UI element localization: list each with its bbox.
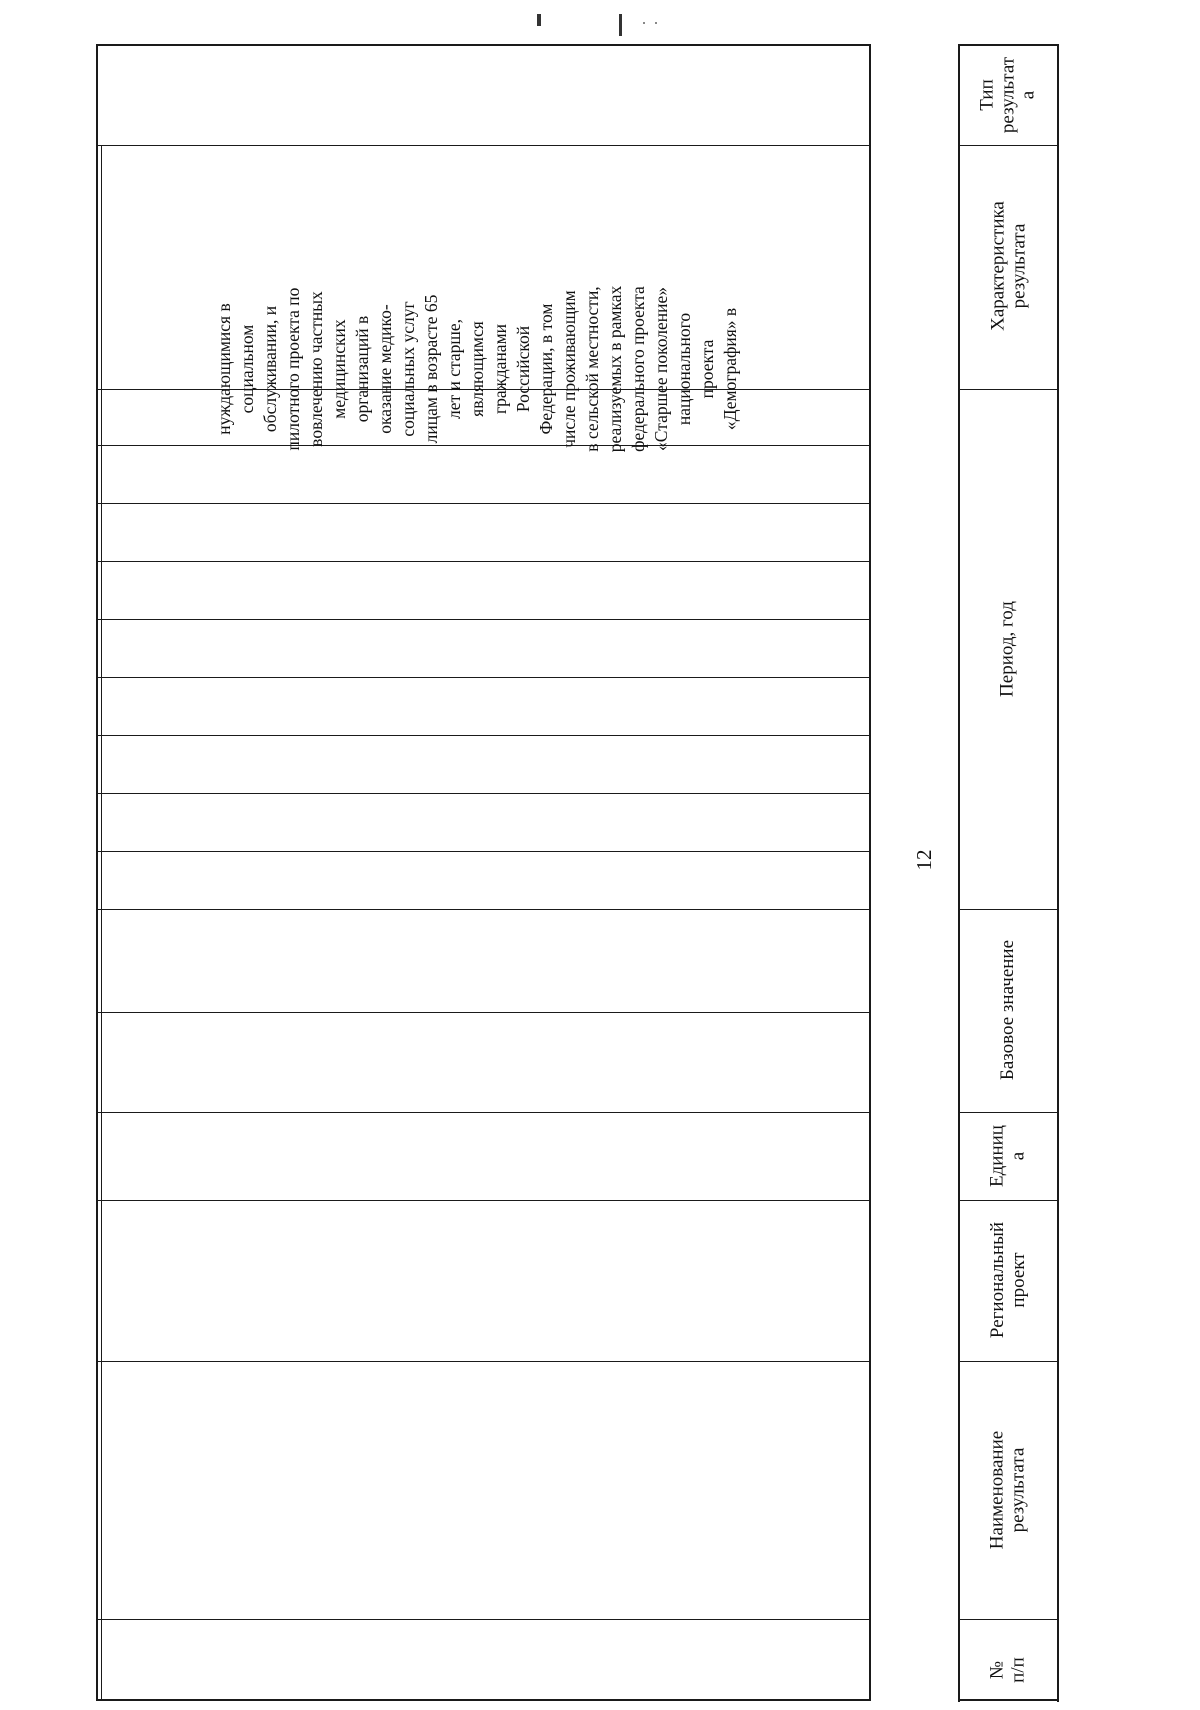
result-description-line: Федерации, в том [536, 303, 556, 435]
result-description-line: Российской [513, 325, 533, 413]
scan-mark [537, 14, 541, 26]
row-divider [96, 793, 871, 794]
header-type-line: Тип [976, 79, 998, 111]
scan-mark [655, 22, 657, 24]
header-regional-line: Региональный [986, 1221, 1008, 1339]
result-description-line: «Старшее поколение» [651, 287, 671, 451]
result-description-line: проекта [697, 339, 717, 399]
table-border [96, 44, 871, 46]
header-regional-project [959, 1200, 1059, 1361]
result-description-text [213, 247, 765, 491]
result-description-line: гражданами [490, 323, 510, 415]
header-type [959, 45, 1059, 146]
table-border [96, 1699, 871, 1701]
result-description-line: социальных услуг [398, 301, 418, 437]
header-type-line: а [1017, 90, 1039, 100]
row-divider [96, 1361, 871, 1362]
result-description-line: «Демография» в [720, 307, 740, 431]
header-base-value-text: Базовое значение [997, 939, 1019, 1081]
header-result-name [958, 1361, 1058, 1619]
table-border [869, 44, 871, 1701]
header-base-value [959, 909, 1059, 1112]
result-description-line: лицам в возрасте 65 [421, 294, 441, 444]
header-num-line: п/п [1007, 1657, 1028, 1683]
scan-mark [619, 14, 622, 36]
row-divider [96, 1619, 871, 1620]
result-description-line: национального [674, 312, 694, 426]
result-description-line: медицинских [329, 319, 349, 419]
result-description-line: обслуживании, и [260, 305, 280, 433]
header-type-line: результат [997, 56, 1019, 134]
header-characteristic-line: результата [1008, 223, 1029, 309]
result-description-line: организаций в [352, 315, 372, 423]
result-description-line: социальном [237, 324, 257, 414]
header-regional-line: проект [1007, 1252, 1029, 1308]
table-divider [101, 145, 102, 1701]
result-description-line: вовлечению частных [306, 291, 326, 447]
header-period-text: Период, год [996, 601, 1018, 697]
row-divider [96, 1200, 871, 1201]
header-row-number [958, 1630, 1058, 1710]
header-name-line: результата [1007, 1447, 1028, 1533]
header-num-line: № [986, 1660, 1008, 1680]
row-divider [96, 909, 871, 910]
scan-mark [643, 22, 645, 24]
header-unit-line: Единиц [986, 1125, 1008, 1187]
result-description-line: нуждающимися в [214, 303, 234, 435]
header-unit [958, 1112, 1058, 1200]
result-description-line: оказание медико- [375, 304, 395, 434]
header-name-line: Наименование [986, 1430, 1008, 1550]
table-border [96, 44, 98, 1701]
result-description-line: лет и старше, [444, 318, 464, 420]
header-divider [958, 1619, 1059, 1620]
row-divider [96, 145, 871, 146]
result-description-line: пилотного проекта по [283, 287, 303, 451]
row-divider [96, 1012, 871, 1013]
header-unit-line: а [1007, 1151, 1028, 1161]
result-description-line: в сельской местности, [582, 286, 602, 452]
result-description-line: реализуемых в рамках [605, 285, 625, 453]
result-description-line: числе проживающим [559, 290, 579, 448]
page-number: 12 [912, 849, 936, 871]
header-characteristic [959, 144, 1059, 388]
row-divider [96, 851, 871, 852]
row-divider [96, 619, 871, 620]
row-divider [96, 1112, 871, 1113]
row-divider [96, 503, 871, 504]
header-characteristic-line: Характеристика [987, 201, 1009, 331]
row-divider [96, 677, 871, 678]
result-description-line: федерального проекта [628, 286, 648, 452]
result-description-line: являющимся [467, 321, 487, 417]
row-divider [96, 735, 871, 736]
row-divider [96, 561, 871, 562]
header-period [958, 389, 1058, 909]
